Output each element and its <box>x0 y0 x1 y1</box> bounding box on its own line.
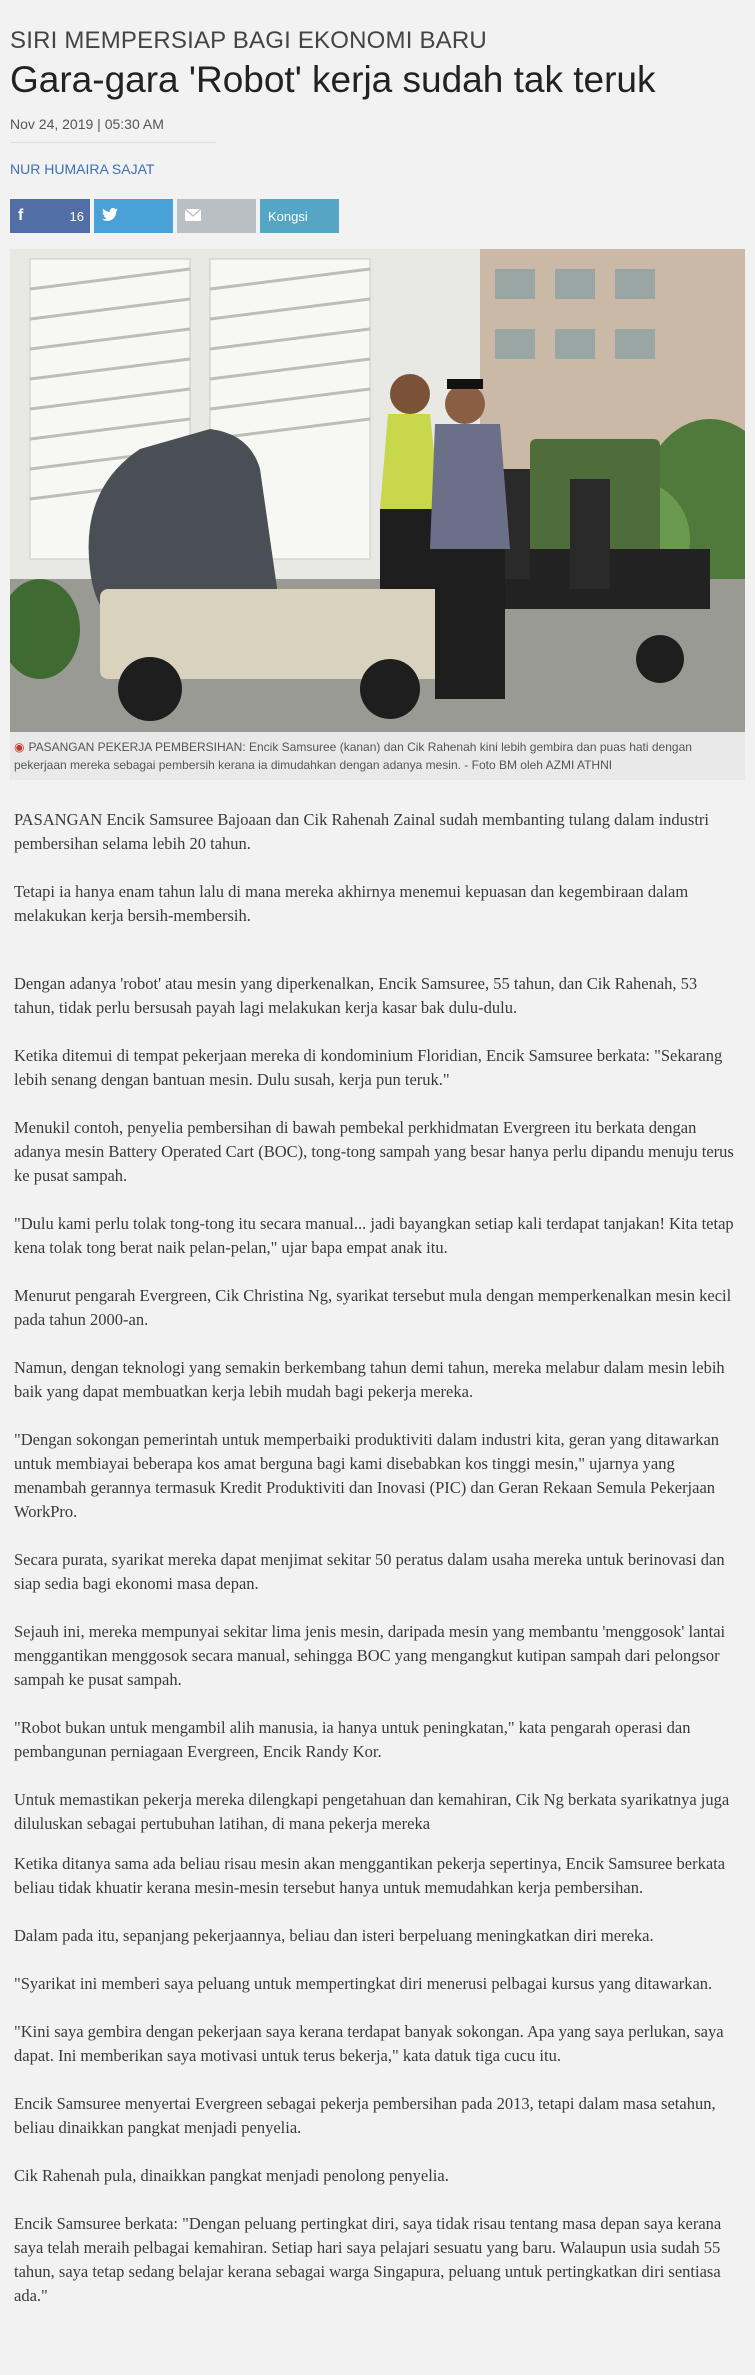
email-share-button[interactable] <box>177 199 256 233</box>
paragraph: PASANGAN Encik Samsuree Bajoaan dan Cik Rahenah Zainal sudah membanting tulang dalam industri pembersihan selama lebih 20 tahun. <box>14 810 710 853</box>
share-bar <box>10 199 745 233</box>
paragraph: Dalam pada itu, sepanjang pekerjaannya, beliau dan isteri berpeluang meningkatkan diri mereka. <box>14 1926 654 1945</box>
article-photo <box>10 249 745 732</box>
paragraph: Menurut pengarah Evergreen, Cik Christina Ng, syarikat tersebut mula dengan memperkenalkan mesin kecil pada tahun 2000-an. <box>14 1286 732 1329</box>
article-date: Nov 24, 2019 | 05:30 AM <box>10 116 216 143</box>
paragraph: Menukil contoh, penyelia pembersihan di bawah pembekal perkhidmatan Evergreen itu berkata dengan adanya mesin Battery Operated Cart (BOC), tong-tong sampah yang besar hanya perlu dipandu menuju terus ke pusat sampah. <box>14 1118 734 1185</box>
paragraph: Ketika ditanya sama ada beliau risau mesin akan menggantikan pekerja sepertinya, Encik Samsuree berkata beliau tidak khuatir kerana mesin-mesin tersebut hanya untuk memudahkan kerja pembersihan. <box>14 1854 726 1897</box>
paragraph: Secara purata, syarikat mereka dapat menjimat sekitar 50 peratus dalam usaha mereka untuk berinovasi dan siap sedia bagi ekonomi masa depan. <box>14 1550 725 1593</box>
facebook-share-count: 16 <box>69 208 84 224</box>
facebook-icon: f <box>18 207 24 224</box>
paragraph: "Syarikat ini memberi saya peluang untuk mempertingkat diri menerusi pelbagai kursus yang ditawarkan. <box>14 1974 713 1993</box>
article-headline: Gara-gara 'Robot' kerja sudah tak teruk <box>10 59 656 100</box>
paragraph: "Robot bukan untuk mengambil alih manusia, ia hanya untuk peningkatan," kata pengarah operasi dan pembangunan perniagaan Evergreen, Encik Randy Kor. <box>14 1718 691 1761</box>
paragraph: Cik Rahenah pula, dinaikkan pangkat menjadi penolong penyelia. <box>14 2166 449 2185</box>
caption-title: PASANGAN PEKERJA PEMBERSIHAN: <box>28 740 246 754</box>
paragraph: Encik Samsuree menyertai Evergreen sebagai pekerja pembersihan pada 2013, tetapi dalam masa setahun, beliau dinaikkan pangkat menjadi penyelia. <box>14 2094 716 2137</box>
author-link[interactable]: NUR HUMAIRA SAJAT <box>10 161 155 177</box>
paragraph: "Kini saya gembira dengan pekerjaan saya kerana terdapat banyak sokongan. Apa yang saya perlukan, saya dapat. Ini memberikan saya motivasi untuk terus bekerja," kata datuk tiga cucu itu. <box>14 2022 724 2065</box>
paragraph: "Dulu kami perlu tolak tong-tong itu secara manual... jadi bayangkan setiap kali terdapat tanjakan! Kita tetap kena tolak tong berat naik pelan-pelan," ujar bapa empat anak itu. <box>14 1214 734 1257</box>
series-kicker: SIRI MEMPERSIAP BAGI EKONOMI BARU <box>10 27 487 54</box>
paragraph: Encik Samsuree berkata: "Dengan peluang pertingkat diri, saya tidak risau tentang masa depan saya kerana saya telah meraih pelbagai kemahiran. Setiap hari saya pelajari sesuatu yang baru. Walaupun usia sudah 55 tahun, saya tetap sedang belajar kerana sebagai warga Singapura, peluang untuk pertingkatkan diri sentiasa ada." <box>14 2214 722 2305</box>
camera-icon: ◉ <box>14 740 25 754</box>
paragraph: Ketika ditemui di tempat pekerjaan mereka di kondominium Floridian, Encik Samsuree berkata: "Sekarang lebih senang dengan bantuan mesin. Dulu susah, kerja pun teruk." <box>14 1046 723 1089</box>
photo-caption <box>10 732 745 780</box>
envelope-icon <box>185 209 201 224</box>
twitter-icon <box>102 208 118 225</box>
kongsi-share-button[interactable]: Kongsi <box>260 199 339 233</box>
paragraph: "Dengan sokongan pemerintah untuk memperbaiki produktiviti dalam industri kita, geran yang ditawarkan untuk membiayai beberapa kos amat berguna bagi kami disebabkan kos tinggi mesin," ujarnya yang menambah gerannya termasuk Kredit Produktiviti dan Inovasi (PIC) dan Geran Rekaan Semula Pekerjaan WorkPro. <box>14 1430 720 1521</box>
facebook-share-button[interactable] <box>10 199 90 233</box>
paragraph: Tetapi ia hanya enam tahun lalu di mana mereka akhirnya menemui kepuasan dan kegembiraan dalam melakukan kerja bersih-membersih. <box>14 882 689 925</box>
article-page <box>10 0 745 2308</box>
paragraph: Sejauh ini, mereka mempunyai sekitar lima jenis mesin, daripada mesin yang membantu 'menggosok' lantai menggantikan menggosok secara manual, sehingga BOC yang mengangkut kutipan sampah dari pelongsor sampah ke pusat sampah. <box>14 1622 726 1689</box>
article-body <box>10 808 745 2308</box>
paragraph: Untuk memastikan pekerja mereka dilengkapi pengetahuan dan kemahiran, Cik Ng berkata syarikatnya juga diluluskan sebagai pertubuhan latihan, di mana pekerja mereka <box>14 1790 730 1833</box>
paragraph: Dengan adanya 'robot' atau mesin yang diperkenalkan, Encik Samsuree, 55 tahun, dan Cik Rahenah, 53 tahun, tidak perlu bersusah payah lagi melakukan kerja kasar bak dulu-dulu. <box>14 974 698 1017</box>
twitter-share-button[interactable] <box>94 199 173 233</box>
caption-text: Encik Samsuree (kanan) dan Cik Rahenah kini lebih gembira dan puas hati dengan pekerjaan mereka sebagai pembersih kerana ia dimudahkan dengan adanya mesin. - Foto BM oleh AZMI ATHNI <box>14 740 692 772</box>
paragraph: Namun, dengan teknologi yang semakin berkembang tahun demi tahun, mereka melabur dalam mesin lebih baik yang dapat membuatkan kerja lebih mudah bagi pekerja mereka. <box>14 1358 725 1401</box>
